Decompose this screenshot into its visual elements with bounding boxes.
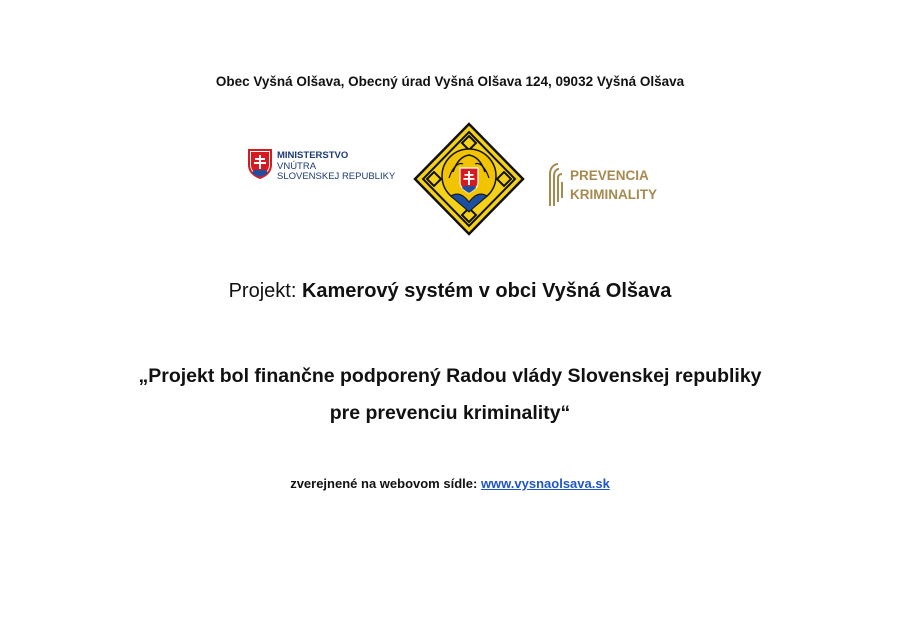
funding-line2: pre prevenciu kriminality“ — [329, 402, 571, 424]
fingerprint-icon — [546, 162, 566, 208]
project-label: Projekt: — [228, 280, 297, 302]
slovak-coat-of-arms-icon — [248, 149, 272, 179]
ministry-line3: SLOVENSKEJ REPUBLIKY — [277, 171, 396, 182]
published-note — [0, 476, 900, 491]
ministry-line2: VNÚTRA — [277, 160, 317, 172]
logos-row — [0, 122, 900, 237]
prevencia-line2: KRIMINALITY — [570, 187, 657, 202]
website-link[interactable]: www.vysnaolsava.sk — [480, 476, 610, 491]
project-name: Kamerový systém v obci Vyšná Olšava — [301, 280, 672, 302]
prevention-council-emblem-icon — [413, 122, 525, 236]
funding-statement — [0, 358, 900, 432]
ministry-line1: MINISTERSTVO — [277, 150, 349, 161]
project-title — [0, 280, 900, 303]
prevencia-line1: PREVENCIA — [570, 168, 649, 183]
published-label: zverejnené na webovom sídle: — [290, 476, 478, 491]
funding-line1: „Projekt bol finančne podporený Radou vlády Slovenskej republiky — [138, 365, 762, 387]
header-address: Obec Vyšná Olšava, Obecný úrad Vyšná Olšava 124, 09032 Vyšná Olšava — [215, 74, 685, 89]
